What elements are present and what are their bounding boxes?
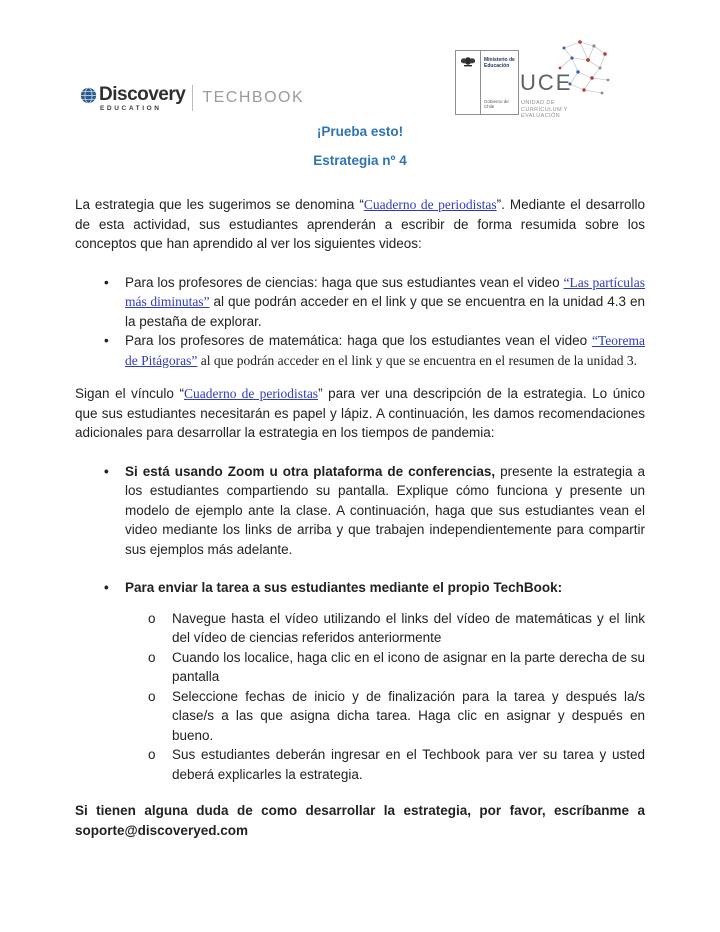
intro-text-pre: La estrategia que les sugerimos se denomina “ — [75, 197, 364, 212]
list-item — [75, 273, 645, 332]
link-las-particulas-mas-diminutas[interactable]: “Las partículas más diminutas” — [125, 274, 645, 309]
list-item — [75, 687, 645, 746]
sub-bullet-marker: o — [148, 747, 156, 762]
math-text-pre: Para los profesores de matemática: haga que los estudiantes vean el video — [125, 333, 592, 348]
ministry-line1: Ministerio de — [484, 57, 515, 63]
list-item — [75, 331, 645, 370]
science-text-post: al que podrán acceder en el link y que se encuentra en la unidad 4.3 en la pestaña de explorar. — [125, 294, 645, 329]
bullet-marker: • — [104, 463, 109, 479]
video-bullet-list — [75, 273, 645, 371]
zoom-text-rest: presente la estrategia a los estudiantes compartiendo su pantalla. Explique cómo funciona y presente un modelo de ejemplo ante la clase. A continuación, haga que sus estudiantes vean el video mediante los links de arriba y que trabajen independientemente para compartir sus ejemplos más adelante. — [125, 463, 646, 557]
discovery-wordmark: Discovery — [99, 84, 186, 105]
zoom-recommendation-item — [75, 462, 645, 560]
ministry-logo-bottom-text: Gobierno de Chile — [484, 99, 509, 109]
bullet-marker: • — [104, 580, 109, 595]
follow-text-post: ” para ver una descripción de la estrategia. Lo único que sus estudiantes necesitarán es papel y lápiz. A continuación, les damos recomendaciones adicionales para desarrollar la estrategia en los tiempos de pandemia: — [75, 386, 645, 440]
list-item — [75, 745, 645, 784]
list-item — [75, 648, 645, 687]
techbook-task-item — [75, 578, 645, 598]
step-assign-icon-text: Cuando los localice, haga clic en el icono de asignar en la parte derecha de su pantalla — [172, 649, 645, 684]
intro-paragraph — [75, 195, 645, 254]
title-try-this: ¡Prueba esto! — [316, 124, 404, 139]
bullet-marker: • — [104, 333, 109, 348]
sub-bullet-marker: o — [148, 649, 156, 665]
zoom-recommendation-text — [125, 462, 645, 560]
science-text-pre: Para los profesores de ciencias: haga que sus estudiantes vean el video — [125, 274, 564, 290]
math-bullet-text — [125, 331, 645, 370]
techbook-task-heading: Para enviar la tarea a sus estudiantes mediante el propio TechBook: — [125, 580, 563, 595]
follow-text-pre: Sigan el vínculo “ — [75, 386, 184, 401]
techbook-steps-list — [75, 609, 645, 785]
link-cuaderno-de-periodistas[interactable]: Cuaderno de periodistas — [363, 197, 497, 212]
support-email-text: soporte@discoveryed.com — [75, 822, 248, 838]
sub-bullet-marker: o — [148, 688, 156, 704]
sub-bullet-marker: o — [148, 610, 156, 626]
uce-subtitle-line1: UNIDAD DE — [521, 100, 555, 106]
ministry-line2: Educación — [484, 63, 510, 69]
step-navigate-text: Navegue hasta el vídeo utilizando el links del vídeo de matemáticas y el link del vídeo de ciencias referidos anteriormente — [172, 610, 645, 645]
step-dates-text: Seleccione fechas de inicio y de finalización para la tarea y después la/s clase/s a las que asigna dicha tarea. Haga clic en asignar y después en bueno. — [172, 688, 645, 743]
math-text-post: al que podrán acceder en el link y que se encuentra en el resumen de la unidad 3. — [197, 352, 638, 368]
title-strategy-number: Estrategia nº 4 — [313, 152, 407, 168]
science-bullet-text — [125, 273, 645, 332]
techbook-wordmark: TECHBOOK — [202, 89, 305, 106]
document-body — [75, 0, 645, 854]
link-cuaderno-de-periodistas-2[interactable]: Cuaderno de periodistas — [183, 386, 319, 401]
closing-text: Si tienen alguna duda de como desarrollar la estrategia, por favor, escríbanme a — [75, 803, 645, 818]
link-teorema-de-pitagoras[interactable]: “Teorema de Pitágoras” — [125, 333, 645, 368]
follow-paragraph — [75, 384, 645, 443]
bullet-marker: • — [104, 274, 109, 290]
uce-subtitle-line3: EVALUACIÓN — [521, 113, 561, 119]
closing-paragraph — [75, 801, 645, 840]
uce-subtitle-line2: CURRÍCULUM Y — [521, 106, 568, 113]
step-students-login-text: Sus estudiantes deberán ingresar en el Techbook para ver su tarea y usted deberá explicarles la estrategia. — [172, 747, 645, 782]
zoom-text-bold: Si está usando Zoom u otra plataforma de conferencias, — [125, 463, 496, 479]
list-item — [75, 609, 645, 648]
intro-text-post: ”. Mediante el desarrollo de esta actividad, sus estudiantes aprenderán a escribir de forma resumida sobre los conceptos que han aprendido al ver los siguientes videos: — [75, 197, 646, 251]
education-wordmark: EDUCATION — [100, 105, 162, 112]
uce-wordmark: UCE — [520, 70, 573, 95]
